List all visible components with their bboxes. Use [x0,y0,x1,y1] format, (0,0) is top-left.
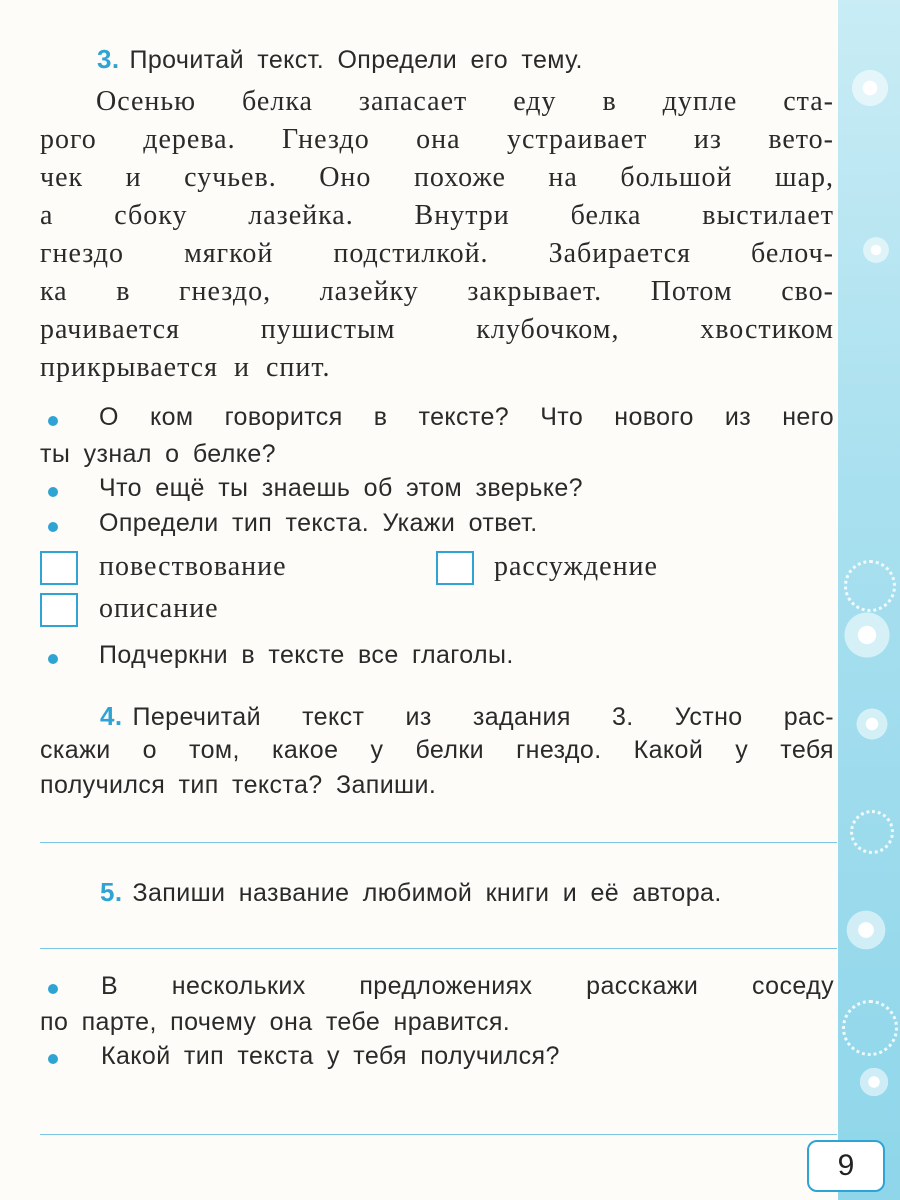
reading-line: гнездо мягкой подстилкой. Забирается белоч- [40,238,834,269]
task3-number: 3. [97,44,120,74]
task3-heading [97,44,583,75]
reading-line: прикрывается и спит. [40,352,331,383]
answer-write-line[interactable] [40,842,837,843]
task4-line: 4. Перечитай текст из задания 3. Устно рас- [100,701,834,731]
checkbox-narration[interactable] [40,551,78,585]
task4-line: скажи о том, какое у белки гнездо. Какой у тебя [40,736,834,764]
reading-line: ка в гнездо, лазейку закрывает. Потом сво- [40,276,834,307]
question-line: О ком говорится в тексте? Что нового из него [99,403,834,431]
bullet-dot [48,984,58,994]
task4-number: 4. [100,701,123,731]
bullet-dot [48,487,58,497]
task5-heading: 5. Запиши название любимой книги и её автора. [100,877,722,907]
question-line: ты узнал о белке? [40,440,276,468]
answer-write-line[interactable] [40,1134,837,1135]
task4-line: получился тип текста? Запиши. [40,771,437,799]
question-line: Какой тип текста у тебя получился? [101,1042,560,1070]
question-line: В нескольких предложениях расскажи соседу [101,972,834,1000]
task5-number: 5. [100,877,123,907]
checkbox-description[interactable] [40,593,78,627]
question-line: Определи тип текста. Укажи ответ. [99,509,538,537]
bullet-dot [48,416,58,426]
option-label-description: описание [99,593,219,624]
task3-heading-text: Прочитай текст. Определи его тему. [129,46,583,74]
question-line: Что ещё ты знаешь об этом зверьке? [99,474,583,502]
reading-line: рачивается пушистым клубочком, хвостиком [40,314,834,345]
option-label-reasoning: рассуждение [494,551,658,582]
reading-line: чек и сучьев. Оно похоже на большой шар, [40,162,834,193]
reading-line: а сбоку лазейка. Внутри белка выстилает [40,200,834,231]
checkbox-reasoning[interactable] [436,551,474,585]
reading-line: рого дерева. Гнездо она устраивает из вето- [40,124,834,155]
option-label-narration: повествование [99,551,287,582]
question-line: Подчеркни в тексте все глаголы. [99,641,514,669]
question-line: по парте, почему она тебе нравится. [40,1008,511,1036]
page-number: 9 [807,1140,885,1192]
answer-write-line[interactable] [40,948,837,949]
bullet-dot [48,1054,58,1064]
bullet-dot [48,654,58,664]
reading-line: Осенью белка запасает еду в дупле ста- [96,86,834,117]
bullet-dot [48,522,58,532]
